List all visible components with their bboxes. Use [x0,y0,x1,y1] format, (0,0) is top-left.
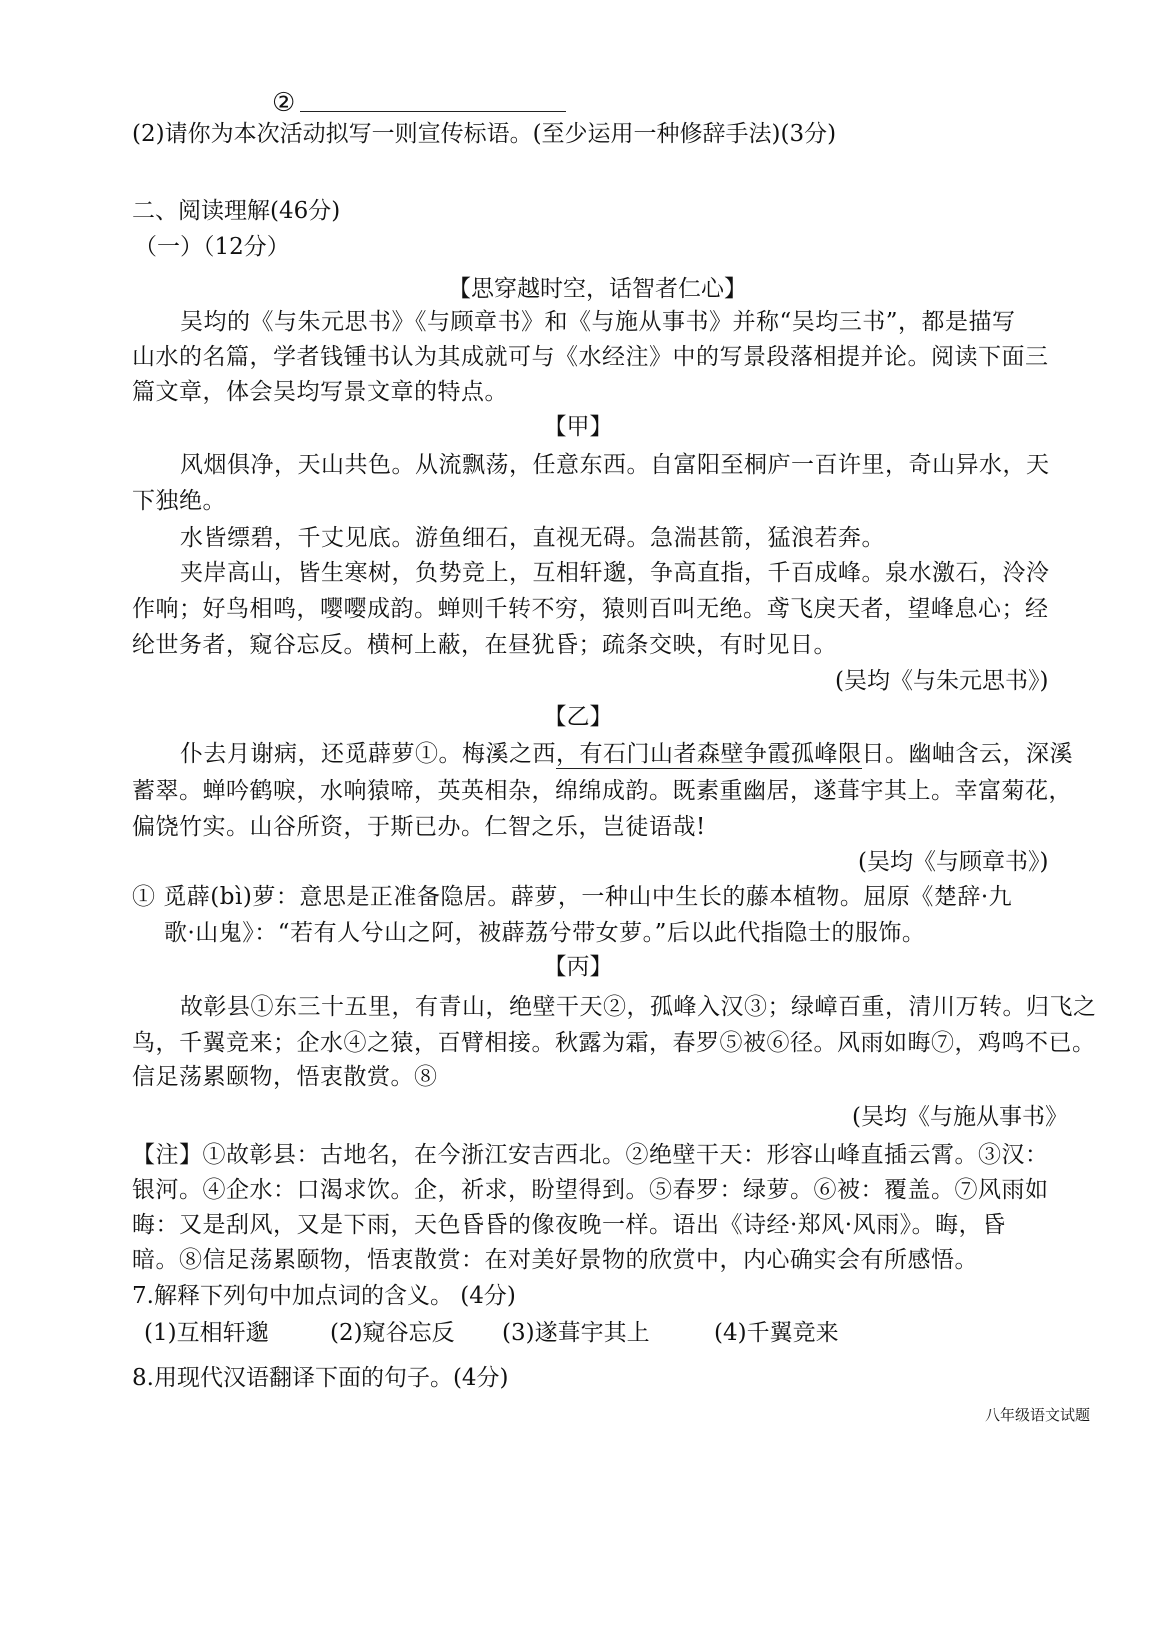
yi-line: 偏饶竹实。山谷所资，于斯已办。仁智之乐，岂徒语哉! [132,814,706,840]
jia-line: 夹岸高山，皆生寒树，负势竞上，互相轩邈，争高直指，千百成峰。泉水激石，泠泠 [180,560,1050,586]
intro-line: 篇文章，体会吴均写景文章的特点。 [132,379,508,405]
yi-underlined-sentence: ，有石门山者森壁争霞孤峰限 [556,741,862,767]
circle-number: ② [272,88,296,118]
section-title: 二、阅读理解(46分) [132,198,341,224]
page-footer: 八年级语文试题 [985,1406,1091,1424]
bing-note: 银河。④企水：口渴求饮。企，祈求，盼望得到。⑤春罗：绿萝。⑥被：覆盖。⑦风雨如 [132,1177,1049,1203]
yi-line: 蓄翠。蝉吟鹤唳，水响猿啼，英英相杂，绵绵成韵。既素重幽居，遂葺宇其上。幸富菊花， [132,778,1072,804]
q7-prompt: 7.解释下列句中加点词的含义。 (4分) [132,1283,516,1309]
jia-line: 纶世务者，窥谷忘反。横柯上蔽，在昼犹昏；疏条交映，有时见日。 [132,632,837,658]
q7-item: (3)遂葺宇其上 [502,1320,650,1346]
yi-line [180,737,1073,771]
bing-note: 【注】①故彰县：古地名，在今浙江安吉西北。②绝壁干天：形容山峰直插云霄。③汉： [132,1142,1049,1168]
yi-line1-a: 仆去月谢病，还觅薜萝①。梅溪之西 [180,741,556,767]
bing-label: 【丙】 [543,954,613,980]
jia-line: 水皆缥碧，千丈见底。游鱼细石，直视无碍。急湍甚箭，猛浪若奔。 [180,525,885,551]
yi-label: 【乙】 [543,704,613,730]
yi-source: (吴均《与顾章书》) [858,849,1049,875]
bing-note: 晦：又是刮风，又是下雨，天色昏昏的像夜晚一样。语出《诗经·郑风·风雨》。晦，昏 [132,1212,1006,1238]
jia-line: 风烟俱净，天山共色。从流飘荡，任意东西。自富阳至桐庐一百许里，奇山异水，天 [180,452,1050,478]
yi-note: ① 觅薜(bì)萝：意思是正准备隐居。薜萝，一种山中生长的藤本植物。屈原《楚辞·九 [132,884,1013,910]
q7-item: (2)窥谷忘反 [330,1320,455,1346]
jia-line: 下独绝。 [132,488,226,514]
answer-blank[interactable] [300,111,566,112]
q8-prompt: 8.用现代汉语翻译下面的句子。(4分) [132,1365,509,1391]
jia-source: (吴均《与朱元思书》) [835,668,1049,694]
q7-item: (4)千翼竞来 [714,1320,839,1346]
bing-line: 鸟，千翼竞来；企水④之猿，百臂相接。秋露为霜，春罗⑤被⑥径。风雨如晦⑦，鸡鸣不已。 [132,1030,1096,1056]
bing-note: 暗。⑧信足荡累颐物，悟衷散赏：在对美好景物的欣赏中，内心确实会有所感悟。 [132,1247,978,1273]
q7-item: (1)互相轩邈 [144,1320,269,1346]
yi-line1-b: 日。幽岫含云，深溪 [861,741,1073,767]
intro-line: 山水的名篇，学者钱锺书认为其成就可与《水经注》中的写景段落相提并论。阅读下面三 [132,344,1049,370]
bing-source: (吴均《与施从事书》 [852,1104,1068,1130]
yi-note: 歌·山鬼》：“若有人兮山之阿，被薜荔兮带女萝。”后以此代指隐士的服饰。 [164,920,926,946]
q2-prompt: (2)请你为本次活动拟写一则宣传标语。(至少运用一种修辞手法)(3分) [132,121,837,147]
bing-line: 信足荡累颐物，悟衷散赏。⑧ [132,1064,438,1090]
jia-label: 【甲】 [543,414,613,440]
theme-title: 【思穿越时空，话智者仁心】 [448,276,747,302]
intro-line: 吴均的《与朱元思书》《与顾章书》和《与施从事书》并称“吴均三书”，都是描写 [180,309,1016,335]
part-title: （一）（12分） [134,234,290,260]
jia-line: 作响；好鸟相鸣，嘤嘤成韵。蝉则千转不穷，猿则百叫无绝。鸢飞戾天者，望峰息心；经 [132,596,1049,622]
bing-line: 故彰县①东三十五里，有青山，绝壁干天②，孤峰入汉③；绿嶂百重，清川万转。归飞之 [180,994,1097,1020]
